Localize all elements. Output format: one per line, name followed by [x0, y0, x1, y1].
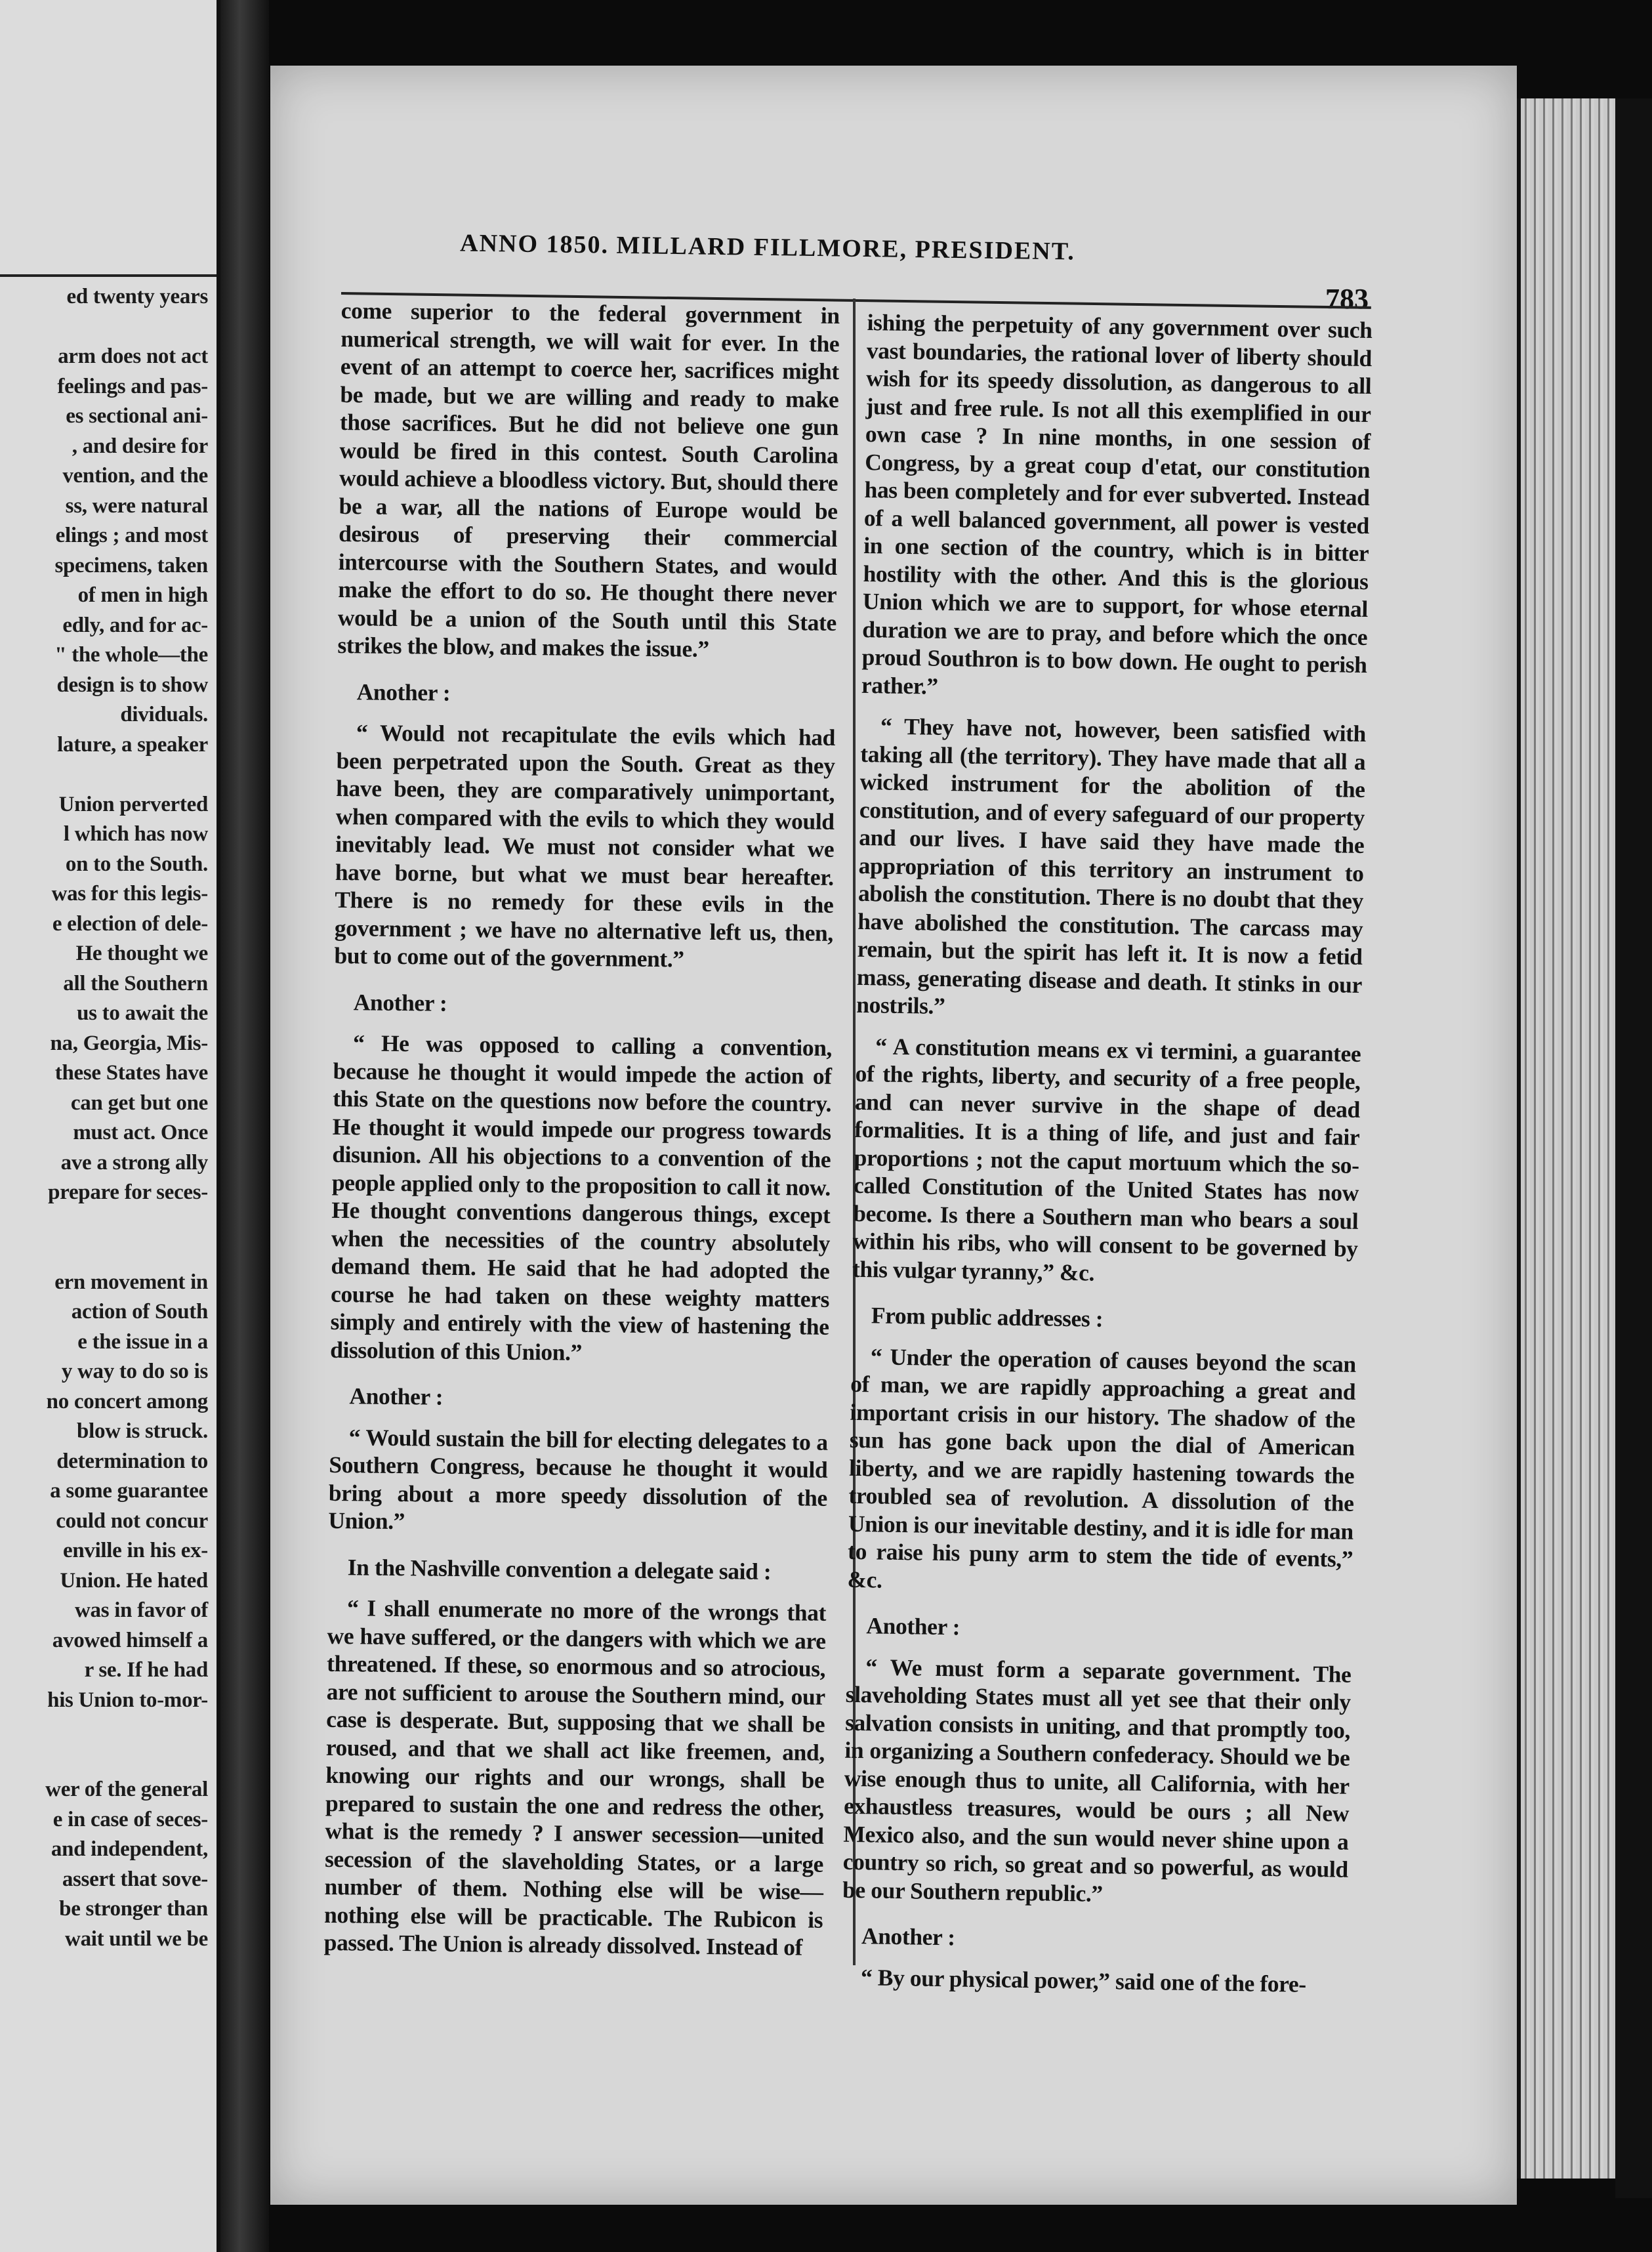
- left-page-line: was for this legis-: [51, 882, 208, 906]
- left-page-line: assert that sove-: [62, 1867, 208, 1891]
- paragraph: “ They have not, however, been satisfied with taking all (the territory). They have made that all a wicked instrument for the abolition of the constitution, and of every safeguard of our property and our lives. I have said they have made the appropriation of this territory an instrument to abolish the constitution. There is no doubt that they have abolished the constitution. The carcass may remain, but the spirit has left it. It is now a fetid mass, generating disease and death. It stinks in our nostrils.”: [856, 713, 1367, 1019]
- left-page-line: dividuals.: [120, 703, 208, 726]
- left-page-line: , and desire for: [72, 434, 208, 458]
- left-page-line: ed twenty years: [66, 285, 208, 308]
- left-page-line: enville in his ex-: [62, 1539, 208, 1562]
- left-page-line: e election of dele-: [52, 911, 208, 936]
- paragraph: ishing the perpetuity of any government over such vast boundaries, the rational lover of liberty should wish for its speedy dissolution, as dangerous to all just and free rule. Is not all this exemplified in our own case ? In nine months, in one session of Congress, by a great coup d'etat, our constitution has been completely and for ever subverted. Instead of a well balanced government, all power is vested in one section of the country, which is in bitter hostility with the other. And this is the glorious Union which we are to support, for whose eternal duration we are to pray, and before which the once proud Southron is to bow down. He ought to perish rather.”: [861, 308, 1373, 699]
- left-page-line: [0, 1745, 213, 1776]
- left-page-line: a some guarantee: [50, 1479, 208, 1503]
- background-edge: [1615, 98, 1652, 2198]
- left-page-line: [0, 1715, 213, 1745]
- left-page-line: wait until we be: [65, 1927, 208, 1951]
- left-facing-page: [0, 0, 220, 2252]
- left-page-line: all the Southern: [63, 971, 208, 995]
- left-page-line: specimens, taken: [54, 553, 208, 577]
- left-page-line: avowed himself a: [52, 1628, 208, 1652]
- left-page-line: [0, 760, 213, 790]
- left-page-line: ave a strong ally: [60, 1150, 208, 1175]
- page-number: 783: [1325, 283, 1369, 315]
- left-page-line: elings ; and most: [55, 524, 208, 547]
- section-lead: From public addresses :: [871, 1302, 1104, 1332]
- left-page-line: us to await the: [77, 1001, 208, 1025]
- book-gutter: [220, 0, 269, 2252]
- left-page-line: determination to: [56, 1449, 208, 1473]
- left-page-text: [0, 282, 213, 1954]
- left-page-line: ss, were natural: [65, 493, 208, 518]
- left-page-line: es sectional ani-: [66, 404, 208, 428]
- left-page-line: must act. Once: [73, 1121, 208, 1144]
- left-page-line: blow is struck.: [77, 1419, 208, 1443]
- left-page-line: Union. He hated: [60, 1568, 208, 1593]
- paragraph: “ Would not recapitulate the evils which had been perpetrated upon the South. Great as they have been, they are comparatively unimportant, when compared with the evils to which they would inevitably lead. We must not consider what we have borne, but what we must bear hereafter. There is no remedy for these evils in the government ; we have no alternative left us, then, but to come out of the government.”: [334, 719, 836, 972]
- paragraph: “ A constitution means ex vi termini, a guarantee of the rights, liberty, and security of a free people, and can never survive in the shape of dead formalities. It is a thing of life, and just and fair proportions ; not the caput mortuum which the so-called Constitution of the United States has now become. Is there a Southern man who bears a soul within his ribs, who will consent to be governed by this vulgar tyranny,” &c.: [852, 1032, 1361, 1286]
- paragraph: come superior to the federal government in numerical strength, we will wait for ever. In the event of an attempt to coerce her, sacrifices might be made, but we are willing and ready to make those sacrifices. But he did not believe one gun would be fired in this contest. South Carolina would achieve a bloodless victory. But, should there be a war, all the nations of Europe would be desirous of preserving their commercial intercourse with the Southern States, and would make the effort to do so. He thought there never would be a union of the South until this State strikes the blow, and makes the issue.”: [337, 297, 840, 662]
- left-page-line: e in case of seces-: [52, 1807, 208, 1831]
- left-page-line: wer of the general: [45, 1778, 208, 1801]
- left-page-line: be stronger than: [59, 1897, 208, 1921]
- left-page-line: [0, 1208, 213, 1238]
- paragraph: “ By our physical power,” said one of the fore-: [860, 1963, 1307, 1997]
- paragraph: “ I shall enumerate no more of the wrongs that we have suffered, or the dangers with which we are threatened. If these, so enormous and so atrocious, are not sufficient to arouse the Southern mind, our case is desperate. But, supposing that we shall be roused, and that we shall act like freemen, and, knowing our rights and our wrongs, shall be prepared to sustain the one and redress the other, what is the remedy ? I answer secession—united secession of the slaveholding States, or a large number of them. Nothing else will be wise—nothing else will be practicable. The Rubicon is passed. The Union is already dissolved. Instead of: [323, 1595, 827, 1961]
- left-page-line: [0, 1238, 213, 1268]
- right-column: [840, 308, 1372, 2012]
- left-page-line: arm does not act: [58, 344, 208, 368]
- left-page-line: He thought we: [75, 942, 208, 965]
- left-page-rule: [0, 274, 217, 277]
- left-page-line: feelings and pas-: [57, 374, 208, 398]
- section-lead: Another :: [353, 988, 447, 1016]
- section-lead: Another :: [349, 1383, 444, 1410]
- left-page-line: edly, and for ac-: [62, 613, 208, 637]
- section-lead: Another :: [861, 1923, 956, 1951]
- left-page-line: and independent,: [51, 1837, 208, 1861]
- left-page-line: action of South: [71, 1300, 208, 1324]
- left-page-line: Union perverted: [58, 792, 208, 816]
- paragraph: “ Would sustain the bill for electing delegates to a Southern Congress, because he thought it would bring about a more speedy dissolution of the Union.”: [328, 1423, 828, 1535]
- left-page-line: can get but one: [70, 1091, 208, 1115]
- left-page-line: prepare for seces-: [48, 1180, 208, 1204]
- left-page-line: of men in high: [77, 583, 208, 607]
- section-lead: In the Nashville convention a delegate said :: [347, 1553, 772, 1585]
- section-lead: Another :: [866, 1612, 960, 1640]
- left-page-line: was in favor of: [75, 1598, 208, 1622]
- left-column: [323, 297, 840, 1974]
- left-page-line: these States have: [54, 1061, 208, 1085]
- left-page-line: " the whole—the: [54, 643, 208, 667]
- paragraph: “ Under the operation of causes beyond the scan of man, we are rapidly approaching a great and important crisis in our history. The shadow of the sun has gone back upon the dial of American liberty, and we are rapidly hastening towards the troubled sea of revolution. A dissolution of the Union is our inevitable destiny, and it is idle for man to raise his puny arm to stem the tide of events,” &c.: [847, 1343, 1357, 1593]
- left-page-line: his Union to-mor-: [47, 1688, 208, 1712]
- left-page-line: e the issue in a: [77, 1329, 208, 1354]
- left-page-line: r se. If he had: [84, 1658, 208, 1682]
- left-page-line: design is to show: [56, 673, 208, 697]
- left-page-line: l which has now: [63, 822, 208, 846]
- left-page-line: [0, 312, 213, 343]
- paragraph: “ We must form a separate government. The slaveholding States must all yet see that their only salvation consists in uniting, and that promptly too, in organizing a Southern confederacy. Should we be wise enough thus to unite, all California, with her exhaustless treasures, would be ours ; all New Mexico also, and the sun would never shine upon a country so rich, so great and so powerful, as would be our Southern republic.”: [842, 1653, 1352, 1907]
- paragraph: “ He was opposed to calling a convention, because he thought it would impede the action of this State on the questions now before the country. He thought it would impede our progress towards disunion. All his objections to a convention of the people applied only to the proposition to call it now. He thought conventions dangerous things, except when the necessities of the country absolutely demand them. He said that he had adopted the course he had taken on these weighty matters simply and entirely with the view of hastening the dissolution of this Union.”: [329, 1030, 833, 1366]
- left-page-line: vention, and the: [62, 464, 208, 488]
- page-edges: [1517, 98, 1619, 2179]
- section-lead: Another :: [356, 678, 451, 706]
- left-page-line: ern movement in: [54, 1270, 208, 1294]
- running-head: ANNO 1850. MILLARD FILLMORE, PRESIDENT.: [459, 229, 1076, 266]
- left-page-line: lature, a speaker: [57, 732, 208, 757]
- left-page-line: y way to do so is: [61, 1360, 208, 1383]
- left-page-line: could not concur: [56, 1509, 208, 1533]
- left-page-line: na, Georgia, Mis-: [50, 1031, 208, 1055]
- left-page-line: no concert among: [46, 1389, 208, 1413]
- left-page-line: on to the South.: [65, 852, 208, 876]
